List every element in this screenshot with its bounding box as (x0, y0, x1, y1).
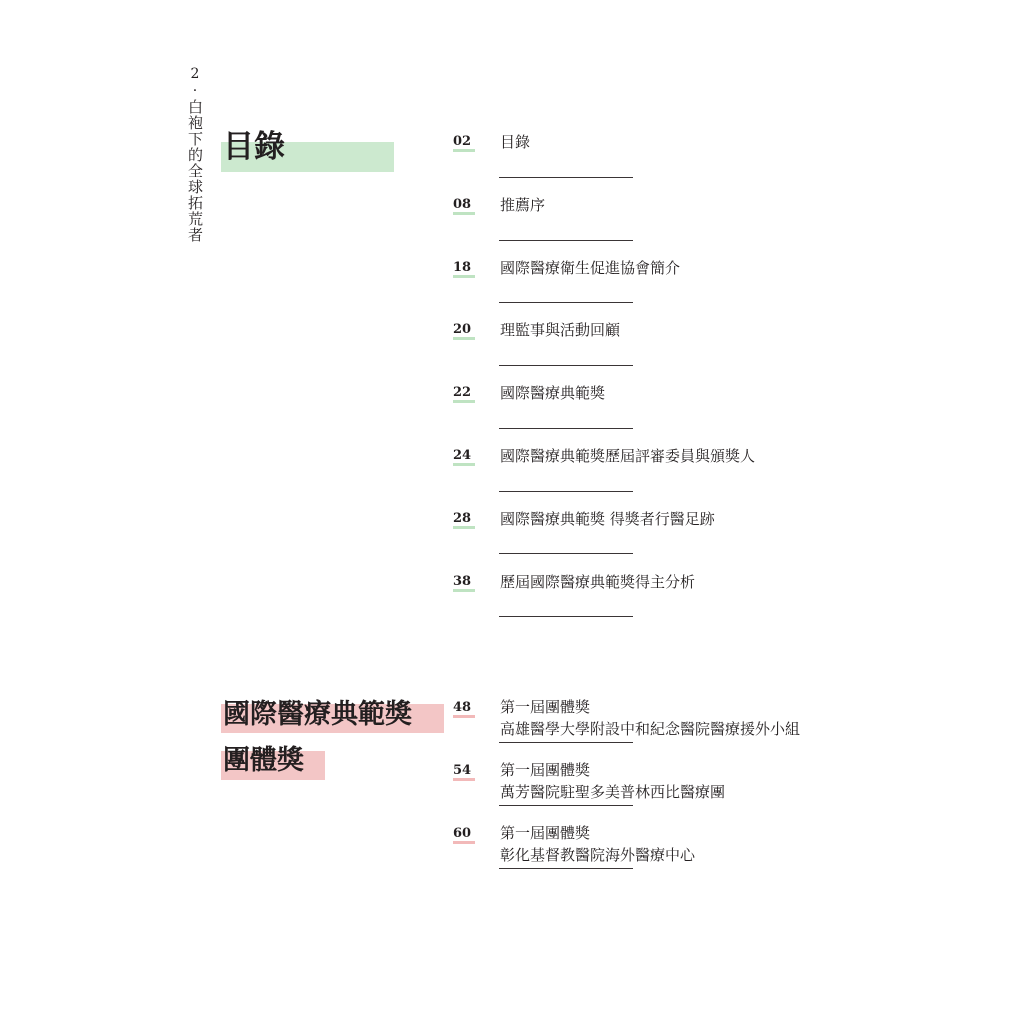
award-entry-line1[interactable]: 第一屆團體獎 (500, 698, 591, 716)
toc-rule (499, 365, 633, 366)
toc-entry[interactable]: 國際醫療典範獎 (500, 384, 606, 402)
book-title: 白袍下的全球拓荒者 (186, 99, 204, 243)
award-entry-line2[interactable]: 高雄醫學大學附設中和紀念醫院醫療援外小組 (500, 720, 801, 738)
toc-rule (499, 177, 633, 178)
toc-rule (499, 240, 633, 241)
page-number: 2 (190, 66, 200, 82)
toc-rule (499, 428, 633, 429)
toc-entry[interactable]: 國際醫療典範獎歷屆評審委員與頒獎人 (500, 447, 756, 465)
toc-page-number: 24 (453, 448, 493, 464)
toc-page-number: 28 (453, 511, 493, 527)
separator-dot: · (192, 83, 198, 99)
award-page-number: 48 (453, 700, 493, 716)
award-rule (499, 805, 633, 806)
award-heading-line2: 團體獎 (223, 745, 304, 776)
toc-rule (499, 553, 633, 554)
toc-entry[interactable]: 理監事與活動回顧 (500, 321, 621, 339)
toc-page-number: 02 (453, 134, 493, 150)
toc-entry[interactable]: 目錄 (500, 133, 531, 151)
toc-entry[interactable]: 國際醫療衛生促進協會簡介 (500, 259, 681, 277)
toc-rule (499, 491, 633, 492)
toc-page-number: 38 (453, 574, 493, 590)
award-entry-line2[interactable]: 萬芳醫院駐聖多美普林西比醫療團 (500, 783, 726, 801)
toc-rule (499, 616, 633, 617)
toc-entry[interactable]: 歷屆國際醫療典範獎得主分析 (500, 573, 696, 591)
award-heading-line1: 國際醫療典範獎 (223, 699, 412, 730)
toc-page-number: 20 (453, 322, 493, 338)
toc-heading: 目錄 (223, 129, 285, 165)
award-page-number: 60 (453, 826, 493, 842)
award-rule (499, 868, 633, 869)
toc-page-number: 22 (453, 385, 493, 401)
toc-entry[interactable]: 國際醫療典範獎 得獎者行醫足跡 (500, 510, 715, 528)
award-rule (499, 742, 633, 743)
award-entry-line1[interactable]: 第一屆團體獎 (500, 824, 591, 842)
toc-rule (499, 302, 633, 303)
award-entry-line2[interactable]: 彰化基督教醫院海外醫療中心 (500, 846, 696, 864)
award-entry-line1[interactable]: 第一屆團體獎 (500, 761, 591, 779)
toc-page-number: 08 (453, 197, 493, 213)
toc-page-number: 18 (453, 260, 493, 276)
award-page-number: 54 (453, 763, 493, 779)
toc-entry[interactable]: 推薦序 (500, 196, 546, 214)
running-header (186, 66, 204, 243)
